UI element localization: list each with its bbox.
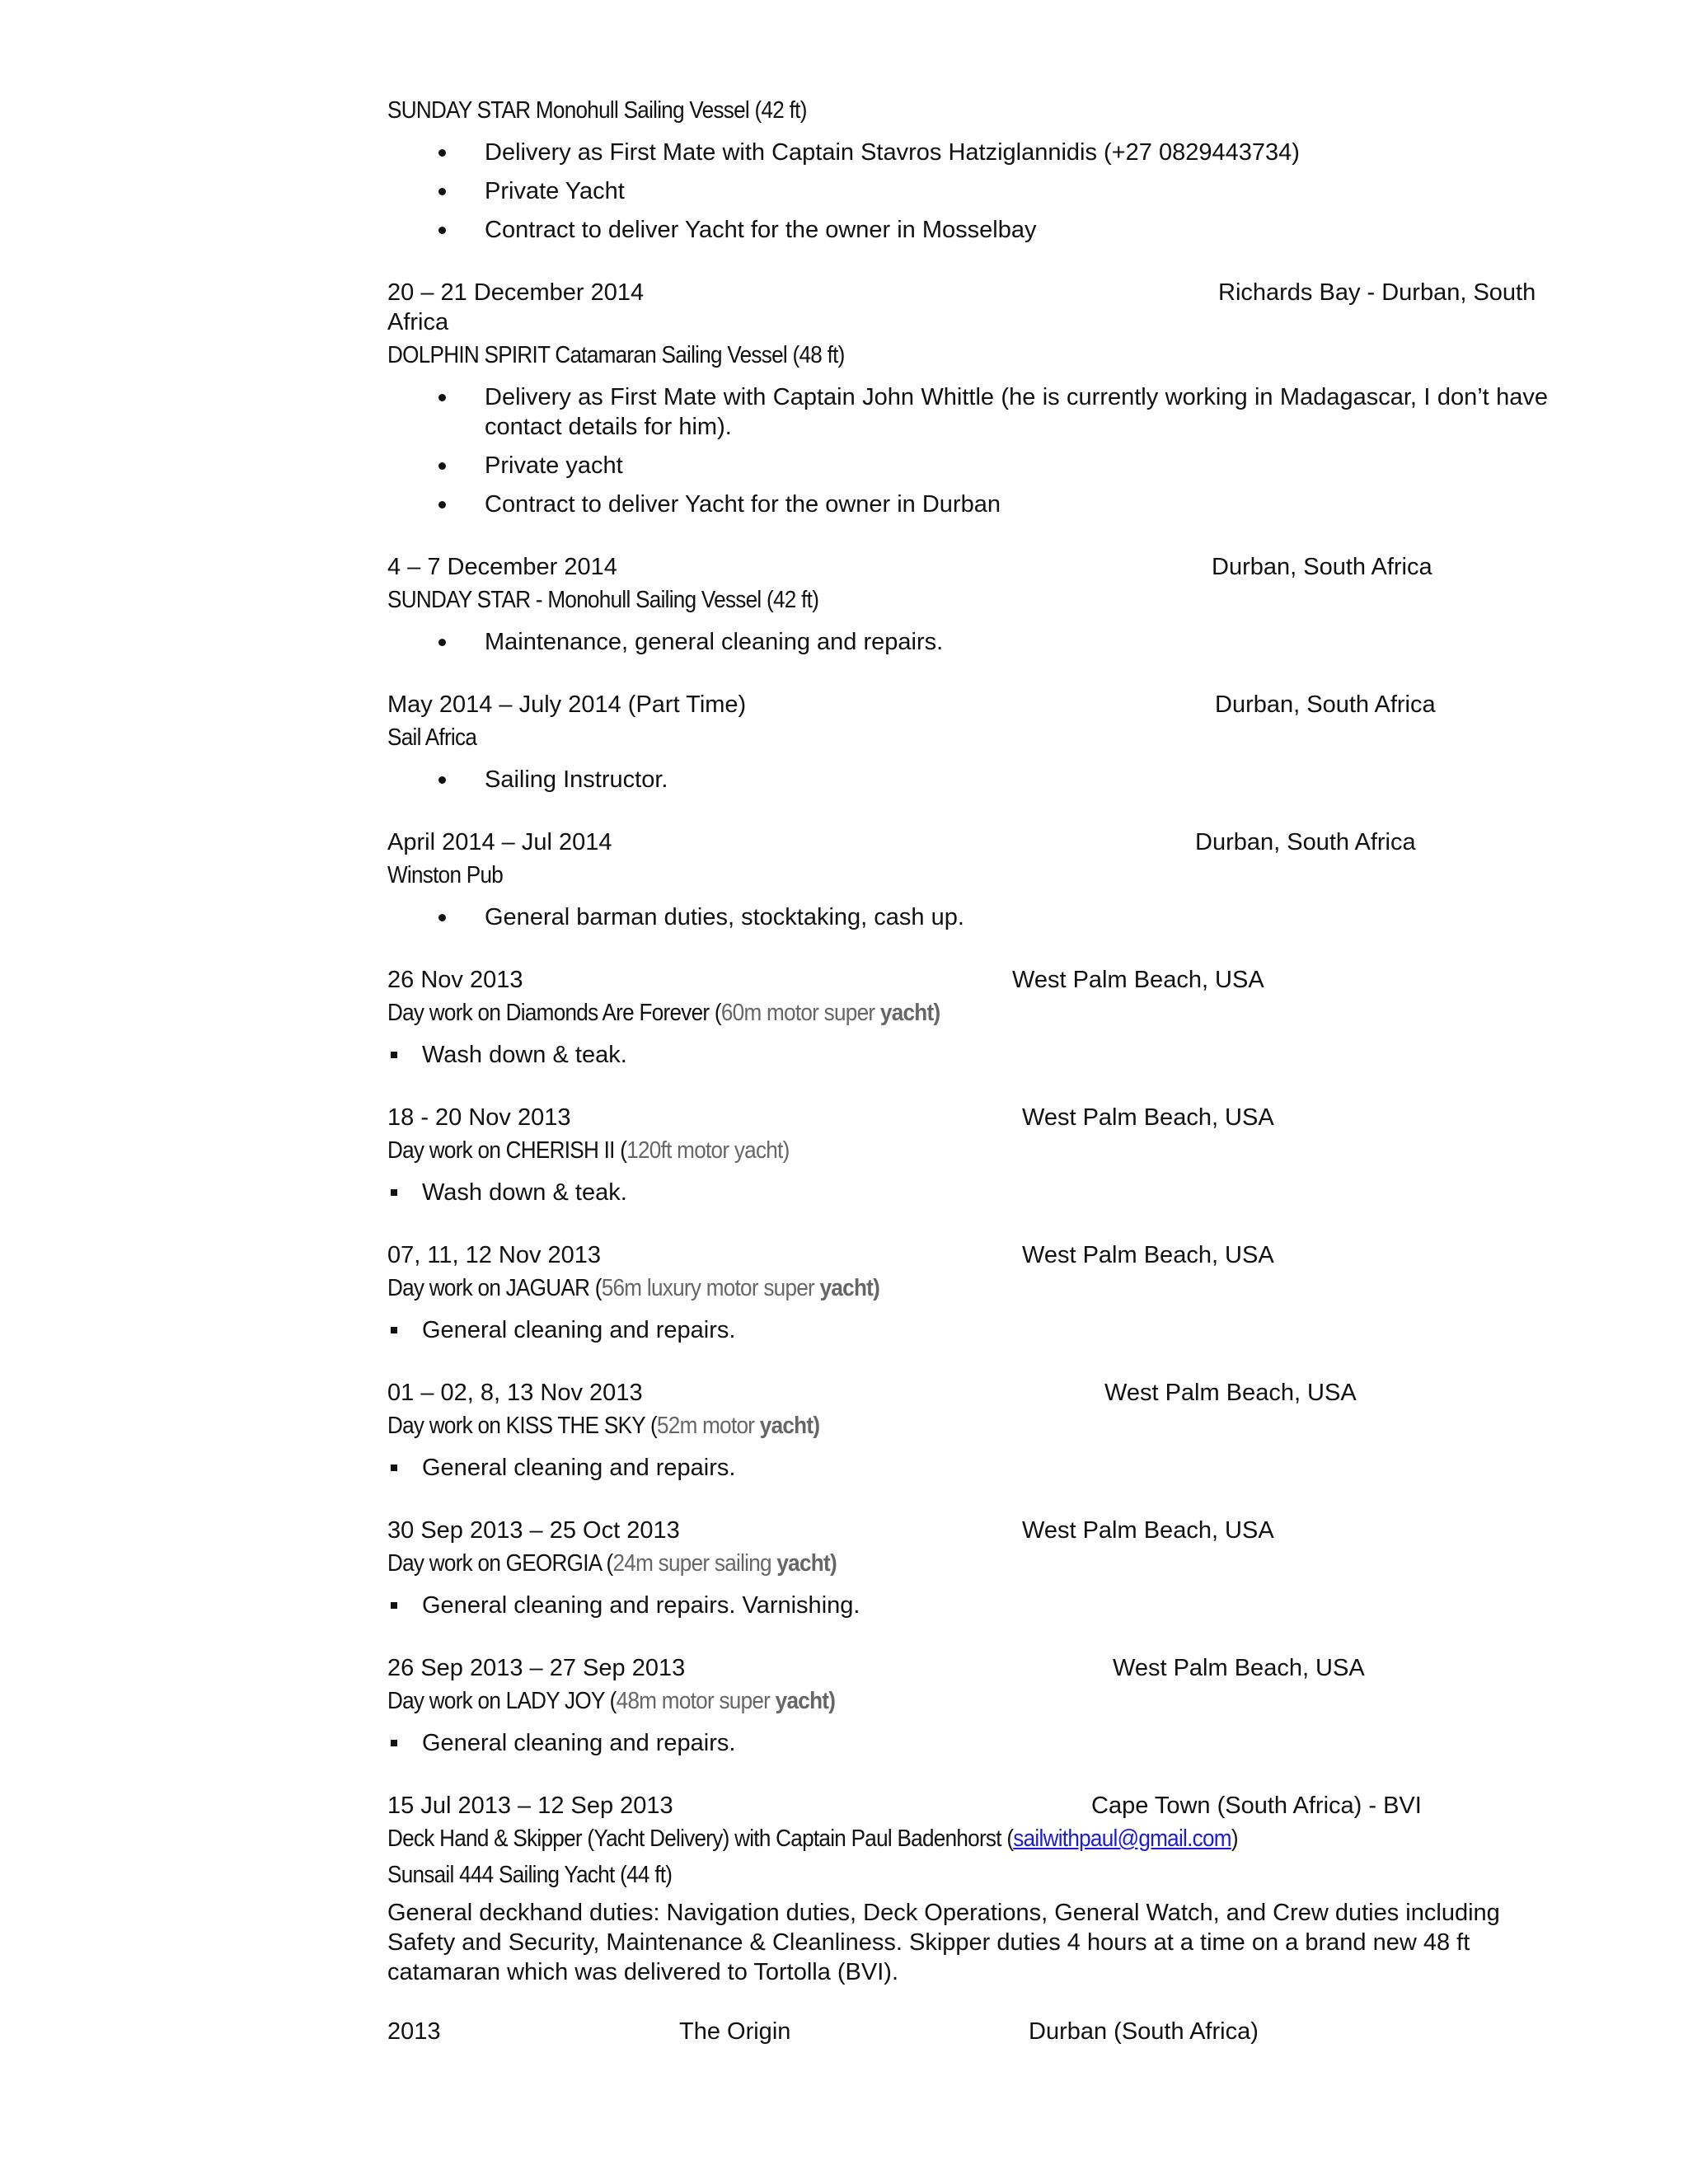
experience-entry-sunday-star-delivery <box>387 92 1548 245</box>
list-item: General cleaning and repairs. <box>387 1453 1548 1483</box>
vessel-title: SUNDAY STAR - Monohull Sailing Vessel (42 ft) <box>387 587 819 613</box>
duties-list <box>387 1453 1548 1483</box>
employer-title: Sail Africa <box>387 724 477 751</box>
vessel-title: Day work on CHERISH II (120ft motor yacht) <box>387 1137 790 1164</box>
experience-entry-dolphin-spirit <box>387 278 1548 519</box>
experience-entry-jaguar <box>387 1240 1548 1345</box>
vessel-title: SUNDAY STAR Monohull Sailing Vessel (42 ft) <box>387 97 807 124</box>
experience-entry-cherish-ii <box>387 1103 1548 1207</box>
date-location-row <box>387 552 1548 582</box>
vessel-detail: 60m motor super yacht) <box>720 1000 940 1026</box>
vessel-detail: 120ft motor yacht) <box>626 1137 790 1164</box>
entry-date: 4 – 7 December 2014 <box>387 554 617 580</box>
vessel-detail: 24m super sailing yacht) <box>612 1550 837 1577</box>
entry-date: 15 Jul 2013 – 12 Sep 2013 <box>387 1793 673 1819</box>
list-item: Private Yacht <box>387 176 1548 206</box>
resume-page <box>387 92 1548 2046</box>
entry-date: April 2014 – Jul 2014 <box>387 829 612 855</box>
entry-location: Durban (South Africa) <box>1029 2018 1259 2045</box>
entry-location: Durban, South Africa <box>1195 829 1416 855</box>
vessel-detail: 48m motor super yacht) <box>616 1688 836 1714</box>
experience-entry-lady-joy <box>387 1653 1548 1758</box>
duties-list <box>387 765 1548 794</box>
vessel-title: Day work on JAGUAR (56m luxury motor super yacht) <box>387 1275 880 1301</box>
duties-list <box>387 1591 1548 1620</box>
entry-location: West Palm Beach, USA <box>1022 1242 1274 1268</box>
duties-list <box>387 1178 1548 1207</box>
vessel-title: Day work on Diamonds Are Forever (60m motor super yacht) <box>387 1000 940 1026</box>
list-item: General cleaning and repairs. <box>387 1728 1548 1758</box>
entry-date: 01 – 02, 8, 13 Nov 2013 <box>387 1380 643 1406</box>
experience-entry-diamonds-are-forever <box>387 965 1548 1070</box>
list-item: Contract to deliver Yacht for the owner in Mosselbay <box>387 215 1548 245</box>
entry-location: Richards Bay - Durban, South <box>1218 279 1536 306</box>
entry-date: 26 Sep 2013 – 27 Sep 2013 <box>387 1655 686 1681</box>
vessel-title: Day work on GEORGIA (24m super sailing yacht) <box>387 1550 837 1577</box>
employer-title: Winston Pub <box>387 862 504 888</box>
date-location-row <box>387 690 1548 719</box>
experience-entry-the-origin <box>387 2017 1548 2046</box>
entry-location: West Palm Beach, USA <box>1012 967 1264 993</box>
entry-location: West Palm Beach, USA <box>1022 1517 1274 1544</box>
vessel-title: DOLPHIN SPIRIT Catamaran Sailing Vessel (48 ft) <box>387 342 845 368</box>
list-item: Wash down & teak. <box>387 1178 1548 1207</box>
experience-entry-kiss-the-sky <box>387 1378 1548 1483</box>
entry-location: Durban, South Africa <box>1212 554 1432 580</box>
entry-year: 2013 <box>387 2018 441 2045</box>
duties-list <box>387 138 1548 245</box>
list-item: Delivery as First Mate with Captain Stavros Hatziglannidis (+27 0829443734) <box>387 138 1548 167</box>
entry-location-continued: Africa <box>387 309 449 335</box>
date-location-row <box>387 1791 1548 1821</box>
vessel-title: Day work on KISS THE SKY (52m motor yacht) <box>387 1413 820 1439</box>
duties-list <box>387 1315 1548 1345</box>
experience-entry-sunsail-delivery <box>387 1791 1548 1987</box>
date-employer-location-row <box>387 2017 1548 2046</box>
entry-date: 20 – 21 December 2014 <box>387 279 645 306</box>
experience-entry-sunday-star-maintenance <box>387 552 1548 657</box>
list-item: Wash down & teak. <box>387 1040 1548 1070</box>
duties-list <box>387 382 1548 519</box>
captain-email-link[interactable]: sailwithpaul@gmail.com <box>1013 1825 1231 1852</box>
vessel-detail: 52m motor yacht) <box>656 1413 820 1439</box>
entry-location: West Palm Beach, USA <box>1113 1655 1365 1681</box>
entry-location: Durban, South Africa <box>1215 691 1436 718</box>
entry-employer: The Origin <box>679 2018 791 2045</box>
date-location-row <box>387 965 1548 995</box>
experience-entry-georgia <box>387 1516 1548 1620</box>
vessel-title: Sunsail 444 Sailing Yacht (44 ft) <box>387 1862 673 1888</box>
entry-location: West Palm Beach, USA <box>1104 1380 1357 1406</box>
date-location-row <box>387 1516 1548 1545</box>
list-item: General barman duties, stocktaking, cash up. <box>387 902 1548 932</box>
list-item: Private yacht <box>387 451 1548 480</box>
entry-date: May 2014 – July 2014 (Part Time) <box>387 691 747 718</box>
experience-entry-winston-pub <box>387 827 1548 932</box>
list-item: Delivery as First Mate with Captain John Whittle (he is currently working in Madagascar, I don’t have contact details for him). <box>387 382 1548 442</box>
date-location-row <box>387 1378 1548 1408</box>
entry-date: 07, 11, 12 Nov 2013 <box>387 1242 602 1268</box>
entry-date: 30 Sep 2013 – 25 Oct 2013 <box>387 1517 680 1544</box>
list-item: General cleaning and repairs. <box>387 1315 1548 1345</box>
date-location-row <box>387 1653 1548 1683</box>
entry-location: Cape Town (South Africa) - BVI <box>1091 1793 1422 1819</box>
list-item: General cleaning and repairs. Varnishing. <box>387 1591 1548 1620</box>
duties-description: General deckhand duties: Navigation duties, Deck Operations, General Watch, and Crew duties including Safety and Security, Maintenance & Cleanliness. Skipper duties 4 hours at a time on a brand new 48 ft catamaran which was delivered to Tortolla (BVI). <box>387 1900 1500 1985</box>
date-location-row <box>387 1240 1548 1270</box>
list-item: Maintenance, general cleaning and repairs. <box>387 627 1548 657</box>
entry-date: 26 Nov 2013 <box>387 967 523 993</box>
date-location-row <box>387 278 1548 307</box>
duties-list <box>387 1728 1548 1758</box>
list-item: Contract to deliver Yacht for the owner in Durban <box>387 490 1548 519</box>
date-location-row <box>387 1103 1548 1132</box>
role-title: Deck Hand & Skipper (Yacht Delivery) with Captain Paul Badenhorst (sailwithpaul@gmail.com) <box>387 1825 1238 1852</box>
list-item: Sailing Instructor. <box>387 765 1548 794</box>
date-location-row <box>387 827 1548 857</box>
entry-location: West Palm Beach, USA <box>1022 1104 1274 1131</box>
duties-list <box>387 1040 1548 1070</box>
duties-list <box>387 627 1548 657</box>
vessel-detail: 56m luxury motor super yacht) <box>601 1275 880 1301</box>
experience-entry-sail-africa <box>387 690 1548 794</box>
vessel-title: Day work on LADY JOY (48m motor super yacht) <box>387 1688 836 1714</box>
duties-list <box>387 902 1548 932</box>
entry-date: 18 - 20 Nov 2013 <box>387 1104 571 1131</box>
